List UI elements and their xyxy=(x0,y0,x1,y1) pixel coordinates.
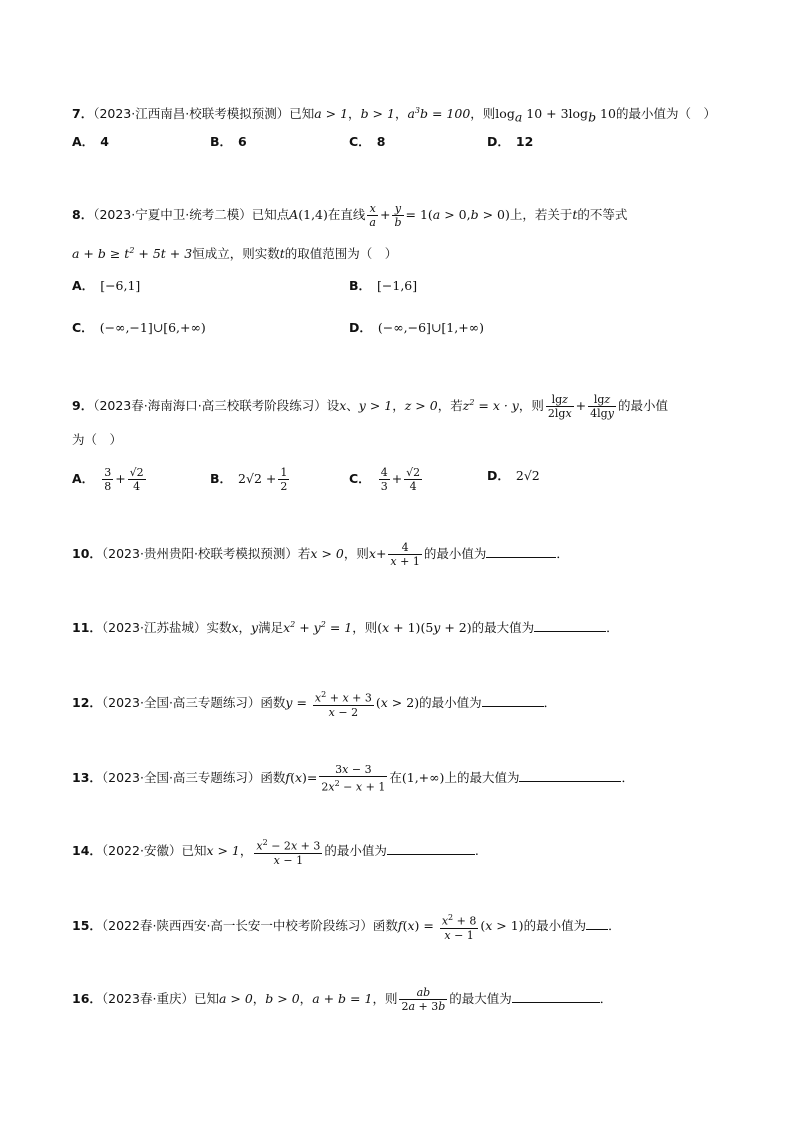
question-12: 12．（2023·全国·高三专题练习）函数y = $\frac{x^2 + x + 3}{x - 2}$ (x > 2)的最小值为 ． xyxy=(72,690,557,719)
question-source: （2023·全国·高三专题练习）函数 xyxy=(101,769,286,785)
question-number: 12． xyxy=(72,694,102,710)
option-b: B． 6 xyxy=(210,134,247,149)
question-8-line2: $a + b \ge t^2 + 5t + 3$恒成立，则实数t的取值范围为（ ） xyxy=(72,246,398,262)
question-9: 9．（2023春·海南海口·高三校联考阶段练习）设x、y > 1，z > 0，若$z^2 = x \cdot y$，则 $\frac{\lg z}{2\lg x}$ + $\frac{\lg z}{4\lg y}$ 的最小值 xyxy=(72,393,668,421)
fraction: $\frac{x}{a}$ xyxy=(369,202,376,229)
question-source: （2023·江苏盐城）实数 xyxy=(101,620,232,636)
question-9-line2: 为（ ） xyxy=(72,432,123,447)
question-source: （2023春·海南海口·高三校联考阶段练习）设 xyxy=(93,398,340,414)
answer-blank[interactable] xyxy=(586,917,608,930)
option-a: A． [−6,1] xyxy=(72,278,141,293)
question-10: 10．（2023·贵州贵阳·校联考模拟预测）若x > 0，则x+ $\frac{4}{x + 1}$ 的最小值为 ． xyxy=(72,541,569,568)
question-number: 7． xyxy=(72,106,94,122)
fraction: $\frac{y}{b}$ xyxy=(394,202,402,229)
question-number: 8． xyxy=(72,207,94,222)
question-source: （2023·宁夏中卫·统考二模）已知点 xyxy=(93,207,290,222)
math-expr: $a + b \ge t^2 + 5t + 3$ xyxy=(72,246,193,262)
option-c: C． 8 xyxy=(349,134,386,149)
answer-blank[interactable] xyxy=(486,545,556,558)
question-source: （2023·全国·高三专题练习）函数 xyxy=(101,694,286,710)
answer-blank[interactable] xyxy=(387,842,475,855)
option-d: D． (−∞,−6]∪[1,+∞) xyxy=(349,320,484,335)
question-number: 13． xyxy=(72,769,102,785)
option-c: C． (−∞,−1]∪[6,+∞) xyxy=(72,320,206,335)
question-14: 14．（2022·安徽）已知x > 1， $\frac{x^2 - 2x + 3}{x - 1}$ 的最小值为 . xyxy=(72,838,479,867)
math-expr: A xyxy=(289,207,299,222)
answer-blank[interactable] xyxy=(519,769,621,782)
fraction: $\frac{4}{x + 1}$ xyxy=(390,541,420,568)
option-c: C． $\frac{4}{3}$ + $\frac{√2}{4}$ xyxy=(349,466,421,493)
fraction: $\frac{x^2 - 2x + 3}{x - 1}$ xyxy=(256,838,321,867)
fraction: $\frac{\lg z}{4\lg y}$ xyxy=(590,393,614,421)
answer-blank[interactable] xyxy=(534,619,606,632)
answer-blank[interactable] xyxy=(482,694,544,707)
question-15: 15．（2022春·陕西西安·高一长安一中校考阶段练习）函数f(x) = $\frac{x^2 + 8}{x - 1}$ (x > 1)的最小值为 ． xyxy=(72,913,621,942)
question-source: （2023·贵州贵阳·校联考模拟预测）若 xyxy=(101,546,311,561)
fraction: $\frac{x^2 + x + 3}{x - 2}$ xyxy=(314,690,372,719)
question-number: 9． xyxy=(72,398,94,414)
fraction: $\frac{\lg z}{2\lg x}$ xyxy=(547,393,572,421)
question-number: 15． xyxy=(72,917,102,933)
question-13: 13．（2023·全国·高三专题练习）函数f(x)= $\frac{3x - 3}{2x^2 - x + 1}$ 在(1,+∞)上的最大值为 ． xyxy=(72,763,634,794)
option-a: A． 4 xyxy=(72,134,109,149)
question-16: 16．（2023春·重庆）已知a > 0，b > 0，a + b = 1，则 $\frac{ab}{2a + 3b}$ 的最大值为 ． xyxy=(72,986,613,1013)
question-number: 11． xyxy=(72,620,102,636)
question-source: （2022·安徽）已知 xyxy=(101,842,207,858)
question-number: 10． xyxy=(72,546,102,561)
fraction: $\frac{x^2 + 8}{x - 1}$ xyxy=(441,913,477,942)
math-expr: $a^3b = 100$ xyxy=(407,106,471,122)
question-7: 7．（2023·江西南昌·校联考模拟预测）已知a > 1，b > 1，$a^3b = 100$，则$\log_a 10 + 3\log_b$ 10的最小值为（ ） xyxy=(72,106,716,125)
question-11: 11．（2023·江苏盐城）实数x，y满足$x^2 + y^2 = 1$，则(x + 1)(5y + 2)的最大值为 ． xyxy=(72,620,619,636)
option-a: A． $\frac{3}{8}$ + $\frac{√2}{4}$ xyxy=(72,466,144,493)
option-d: D． 2√2 xyxy=(487,468,540,483)
question-8: 8．（2023·宁夏中卫·统考二模）已知点A(1,4)在直线 $\frac{x}{a}$ + $\frac{y}{b}$ = 1(a > 0,b > 0)上，若关于t的不等式 xyxy=(72,202,628,229)
question-source: （2022春·陕西西安·高一长安一中校考阶段练习）函数 xyxy=(101,917,398,933)
option-b: B． [−1,6] xyxy=(349,278,418,293)
option-b: B． 2√2 + $\frac{1}{2}$ xyxy=(210,466,288,493)
fraction: $\frac{ab}{2a + 3b}$ xyxy=(401,986,446,1013)
answer-blank[interactable] xyxy=(512,990,600,1003)
math-expr: b > 1 xyxy=(360,106,395,122)
math-expr: a > 1 xyxy=(314,106,349,122)
fraction: $\frac{3x - 3}{2x^2 - x + 1}$ xyxy=(321,763,386,794)
math-expr: $\log_a 10 + 3\log_b$ 10 xyxy=(495,106,616,125)
option-d: D． 12 xyxy=(487,134,534,149)
question-number: 14． xyxy=(72,842,102,858)
question-source: （2023·江西南昌·校联考模拟预测）已知 xyxy=(93,106,315,122)
question-source: （2023春·重庆）已知 xyxy=(101,991,219,1006)
question-number: 16． xyxy=(72,991,102,1006)
